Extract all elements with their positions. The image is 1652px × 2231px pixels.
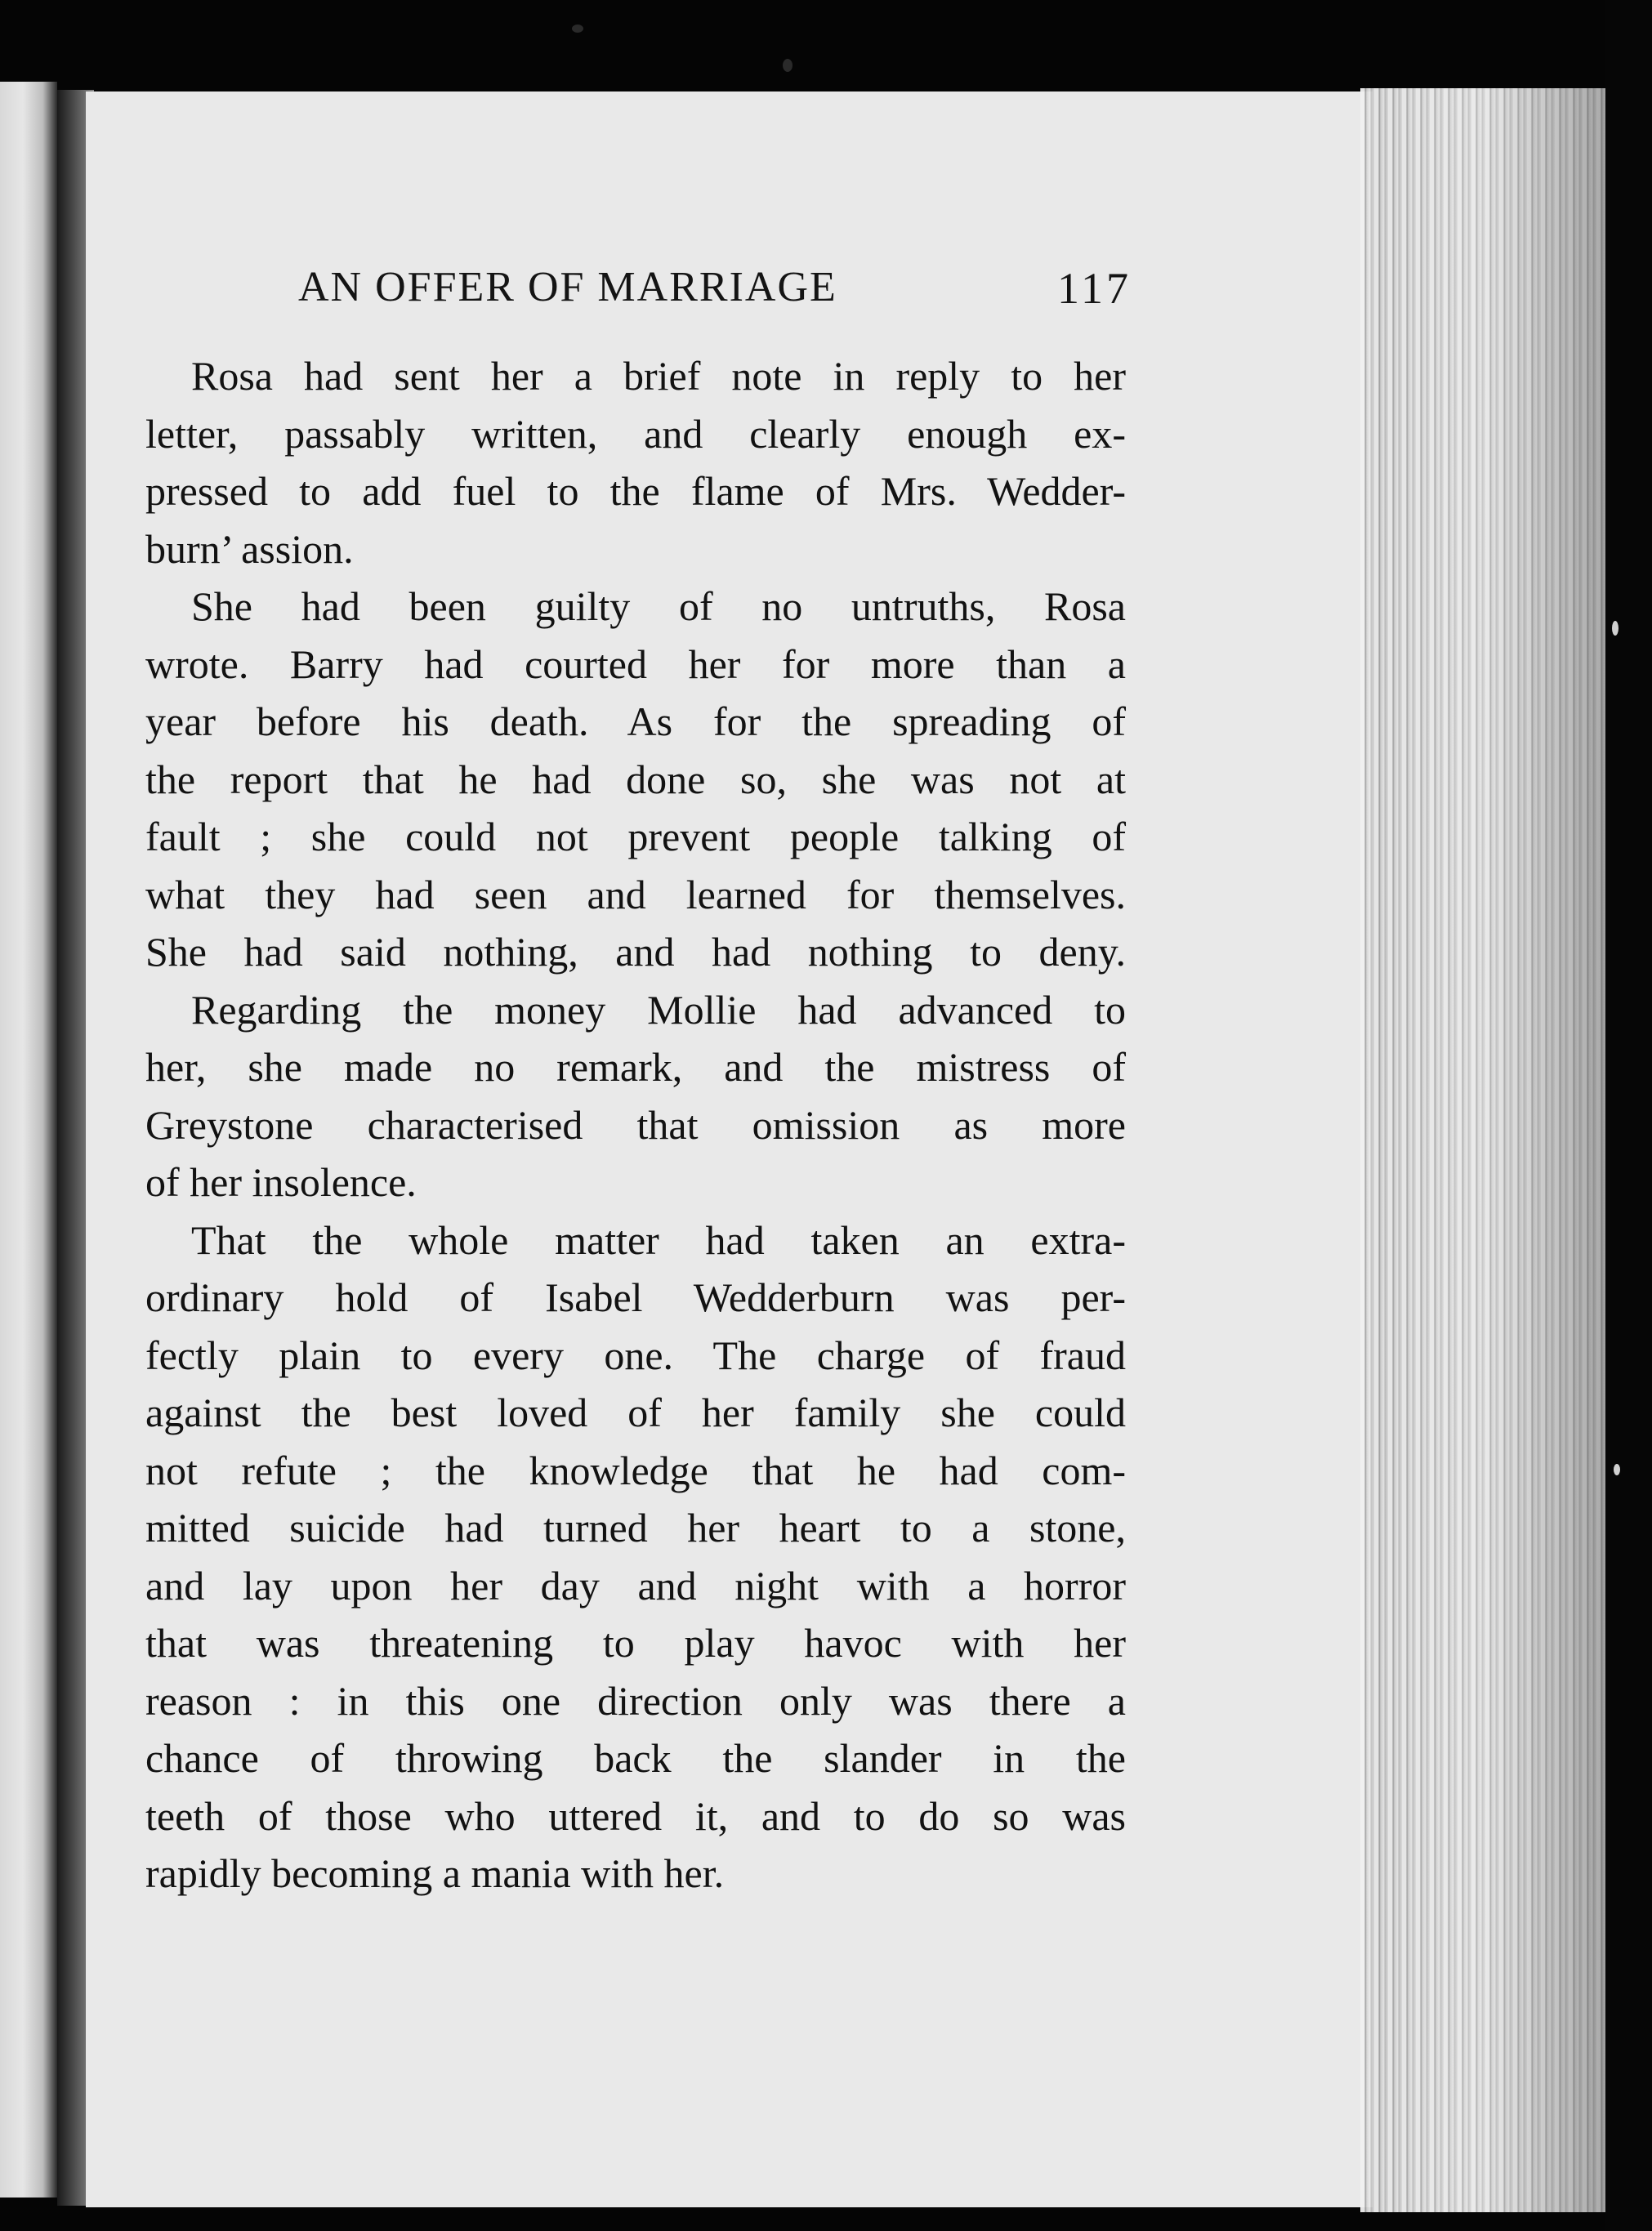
text-line: that was threatening to play havoc with her xyxy=(145,1620,1126,1666)
scan-speck xyxy=(1614,1464,1620,1475)
text-line: teeth of those who uttered it, and to do so was xyxy=(145,1792,1126,1839)
text-line: of her insolence. xyxy=(145,1159,417,1205)
paragraph xyxy=(145,1211,1126,1903)
body-text xyxy=(145,347,1126,1903)
text-line: her, she made no remark, and the mistress of xyxy=(145,1044,1126,1090)
page-stack-shadow xyxy=(1360,88,1605,2212)
scan-background xyxy=(1605,0,1652,2231)
text-line: letter, passably written, and clearly enough ex- xyxy=(145,410,1126,457)
text-line: She had said nothing, and had nothing to deny. xyxy=(145,929,1126,975)
text-line: not refute ; the knowledge that he had com- xyxy=(145,1447,1126,1493)
scan-speck xyxy=(572,25,583,33)
text-line: against the best loved of her family she could xyxy=(145,1390,1126,1435)
page-number: 117 xyxy=(1057,264,1132,313)
adjacent-page-edge xyxy=(0,82,57,2198)
text-line: pressed to add fuel to the flame of Mrs. Wedder- xyxy=(145,468,1126,514)
text-line: Regarding the money Mollie had advanced to xyxy=(191,986,1126,1033)
text-line: She had been guilty of no untruths, Rosa xyxy=(191,583,1126,629)
text-line: reason : in this one direction only was there a xyxy=(145,1677,1126,1724)
text-line: year before his death. As for the spreading of xyxy=(145,698,1126,744)
text-line: burn’ assion. xyxy=(145,525,354,572)
text-line: Greystone characterised that omission as more xyxy=(145,1101,1126,1148)
text-line: the report that he had done so, she was not at xyxy=(145,756,1126,802)
text-line: and lay upon her day and night with a horror xyxy=(145,1562,1126,1609)
text-line: rapidly becoming a mania with her. xyxy=(145,1850,725,1896)
paragraph xyxy=(145,981,1126,1211)
text-line: what they had seen and learned for themselves. xyxy=(145,871,1126,917)
text-line: ordinary hold of Isabel Wedderburn was per- xyxy=(145,1274,1126,1320)
text-line: fault ; she could not prevent people talking of xyxy=(145,814,1126,859)
running-title: AN OFFER OF MARRIAGE xyxy=(298,264,837,310)
text-line: Rosa had sent her a brief note in reply to her xyxy=(191,353,1126,399)
text-line: chance of throwing back the slander in the xyxy=(145,1735,1126,1781)
scan-speck xyxy=(1612,621,1619,636)
paragraph xyxy=(145,578,1126,981)
paragraph xyxy=(145,347,1126,578)
scan-speck xyxy=(783,59,793,72)
text-line: That the whole matter had taken an extra- xyxy=(191,1216,1126,1263)
text-line: fectly plain to every one. The charge of fraud xyxy=(145,1332,1126,1378)
running-header xyxy=(298,263,1132,320)
text-line: mitted suicide had turned her heart to a stone, xyxy=(145,1505,1126,1551)
text-line: wrote. Barry had courted her for more than a xyxy=(145,640,1126,687)
